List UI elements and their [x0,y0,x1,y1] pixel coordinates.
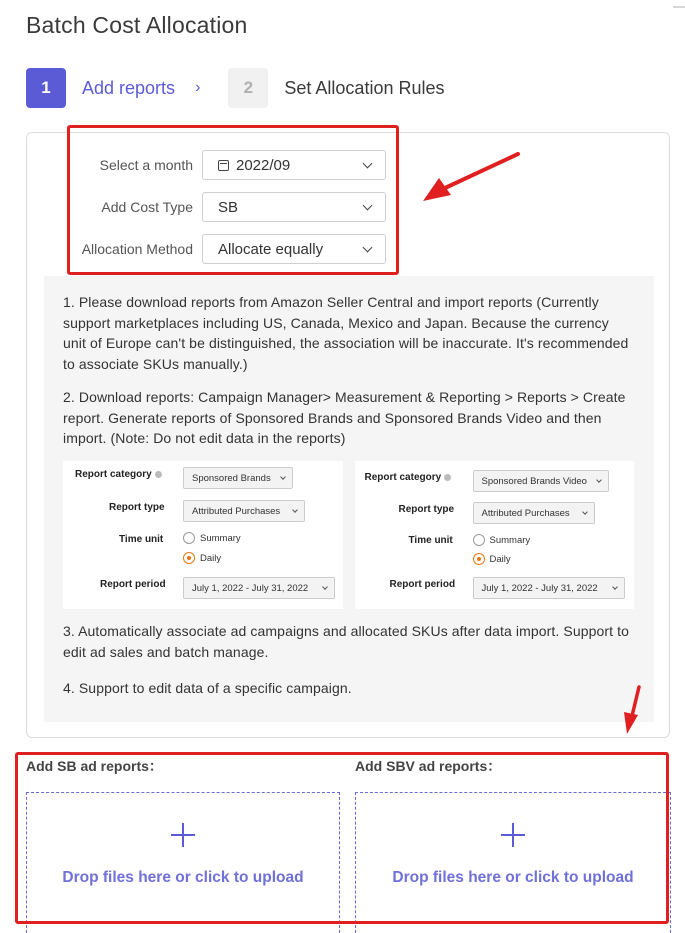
plus-icon [501,823,525,847]
plus-icon [171,823,195,847]
report-type-select: Attributed Purchases [183,500,305,522]
method-select[interactable] [202,234,386,264]
chevron-down-icon [363,201,373,211]
chevron-down-icon [280,474,286,480]
report-type-select: Attributed Purchases [473,502,595,524]
step-1-label[interactable]: Add reports [82,77,176,98]
info-icon [444,474,451,481]
info-icon [155,471,162,478]
report-type-label: Report type [398,504,455,515]
report-category-select: Sponsored Brands Video [473,470,609,492]
time-unit-label: Time unit [119,534,164,545]
chevron-down-icon [612,584,618,590]
method-row [27,234,324,264]
chevron-down-icon [363,243,373,253]
radio-daily: Daily [473,553,511,565]
report-period-select: July 1, 2022 - July 31, 2022 [183,577,335,599]
cost-type-label: Add Cost Type [101,199,193,215]
step-1-number[interactable]: 1 [26,68,66,108]
settings-panel [26,132,670,738]
month-value: 2022/09 [236,156,291,174]
radio-summary: Summary [183,532,241,544]
sb-dropzone[interactable] [26,792,340,933]
method-label: Allocation Method [81,241,193,257]
step-2-number[interactable]: 2 [228,68,268,108]
instruction-4: 4. Support to edit data of a specific campaign. [63,680,352,696]
method-value: Allocate equally [218,240,324,258]
instruction-1: 1. Please download reports from Amazon Seller Central and import reports (Currently support marketplaces including US, Canada, Mexico and Japan. Because the currency unit of Europe can't be distinguished, the association will be inaccurate. It's recommended to associate SKUs manually.) [63,294,629,372]
window-control[interactable] [673,0,685,8]
chevron-down-icon [582,509,588,515]
instruction-3: 3. Automatically associate ad campaigns and allocated SKUs after data import. Support to edit ad sales and batch manage. [63,623,629,660]
month-picker[interactable] [202,150,386,180]
sbv-upload-title: Add SBV ad reports： [355,758,502,774]
chevron-down-icon [363,159,373,169]
time-unit-label: Time unit [408,535,453,546]
calendar-icon [218,160,229,171]
step-2-label[interactable]: Set Allocation Rules [284,77,445,98]
sbv-dropzone[interactable] [355,792,671,933]
month-label: Select a month [99,157,193,173]
report-category-label: Report category [75,469,162,480]
radio-daily: Daily [183,552,221,564]
cost-type-row [27,192,239,222]
instruction-2: 2. Download reports: Campaign Manager> Measurement & Reporting > Reports > Create report. Generate reports of Sponsored Brands and Sponsored Brands Video and then import. (Note: Do not edit data in the reports) [63,389,626,446]
radio-summary: Summary [473,534,531,546]
report-example-sbv [355,461,635,609]
chevron-down-icon [596,477,602,483]
cost-type-select[interactable] [202,192,386,222]
instructions-box [44,276,654,722]
month-row [27,150,291,180]
sb-drop-text: Drop files here or click to upload [62,869,304,886]
report-examples [63,461,634,609]
report-period-label: Report period [100,579,166,590]
cost-type-value: SB [218,198,239,216]
step-indicator [26,68,444,108]
report-category-select: Sponsored Brands [183,467,293,489]
report-category-label: Report category [365,472,452,483]
report-period-select: July 1, 2022 - July 31, 2022 [473,577,625,599]
report-period-label: Report period [389,579,456,590]
chevron-down-icon [322,584,328,590]
report-example-sb [63,461,343,609]
sb-upload-title: Add SB ad reports： [26,758,163,774]
chevron-right-icon: › [195,79,201,96]
sbv-drop-text: Drop files here or click to upload [392,869,634,886]
chevron-down-icon [292,507,298,513]
page-title: Batch Cost Allocation [26,12,248,38]
report-type-label: Report type [109,502,165,513]
